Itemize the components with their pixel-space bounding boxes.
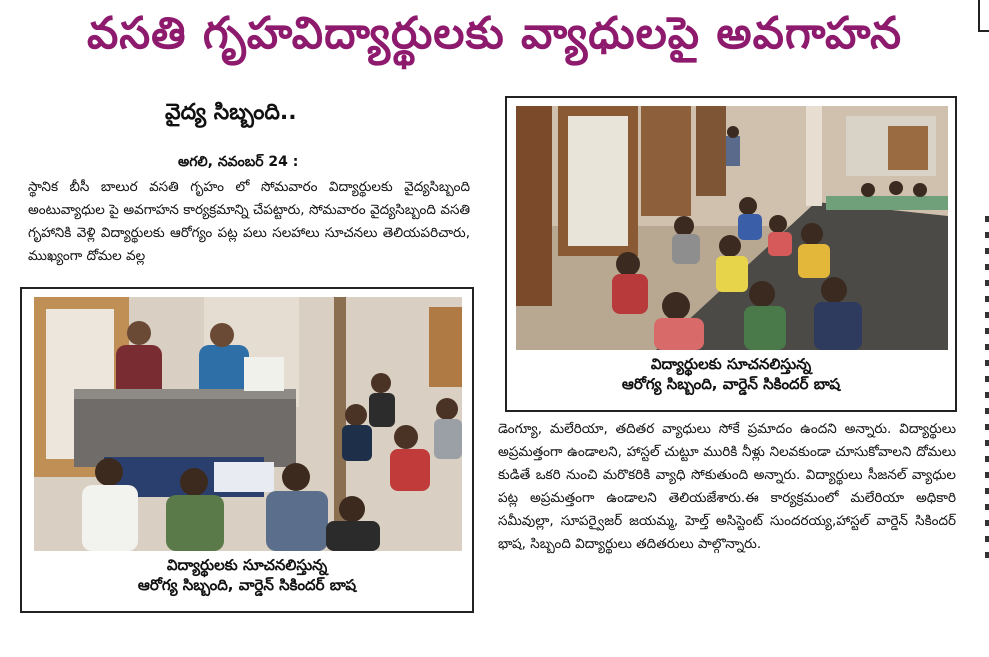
caption-line-1: విద్యార్థులకు సూచనలిస్తున్న xyxy=(166,556,328,574)
caption-line-2: ఆరోగ్య సిబ్బంది, వార్డెన్ సికిందర్ బాష xyxy=(137,576,357,594)
photo-health-staff-table xyxy=(34,297,462,551)
photo-students-seated-corridor xyxy=(516,106,948,350)
photo-caption-left xyxy=(22,555,472,595)
caption-line-1: విద్యార్థులకు సూచనలిస్తున్న xyxy=(650,355,812,373)
headline: వసతి గృహవిద్యార్థులకు వ్యాధులపై అవగాహన xyxy=(87,8,902,59)
adjacent-column-border xyxy=(978,0,989,32)
photo-caption-right xyxy=(507,354,955,394)
photo-frame-left xyxy=(20,287,474,613)
caption-line-2: ఆరోగ్య సిబ్బంది, వార్డెన్ సికిందర్ బాష xyxy=(621,375,841,393)
dateline: అగలి, నవంబర్ 24 : xyxy=(178,154,299,170)
article-paragraph-2: డెంగ్యూ, మలేరియా, తదితర వ్యాధులు సోకే ప్రమాదం ఉందని అన్నారు. విద్యార్థులు అప్రమత్తంగా ఉండాలని, హాస్టల్ చుట్టూ మురికి నీళ్లు నిలవకుండా చూసుకోవాలని దోమలు కుడితే ఒకరి నుంచి మరొకరికి వ్యాధి సోకుతుంది అన్నారు. విద్యార్థులు సీజనల్ వ్యాధుల పట్ల అప్రమత్తంగా ఉండాలని తెలియజేశారు.ఈ కార్యక్రమంలో మలేరియా అధికారి సమీవుల్లా, సూపర్వైజర్ జయమ్మ, హెల్త్ అసిస్టెంట్ సుందరయ్య,హాస్టల్ వార్డెన్ సికిందర్ భాష, సిబ్బంది విద్యార్థులు తదితరులు పాల్గొన్నారు. xyxy=(498,421,956,552)
article-paragraph-1: స్థానిక బీసీ బాలుర వసతి గృహం లో సోమవారం విద్యార్థులకు వైద్యసిబ్బంది అంటువ్యాధుల పై అవగాహన కార్యక్రమాన్ని చేపట్టారు, సోమవారం వైద్యసిబ్బంది వసతి గృహానికి వెళ్లి విద్యార్థులకు ఆరోగ్యం పట్ల పలు సలహాలు సూచనలు తెలియపరిచారు, ముఖ్యంగా దోమల వల్ల xyxy=(28,179,470,264)
adjacent-column-text-edge xyxy=(983,210,989,650)
subheadline: వైద్య సిబ్బంది.. xyxy=(165,100,297,125)
photo-frame-right xyxy=(505,96,957,412)
